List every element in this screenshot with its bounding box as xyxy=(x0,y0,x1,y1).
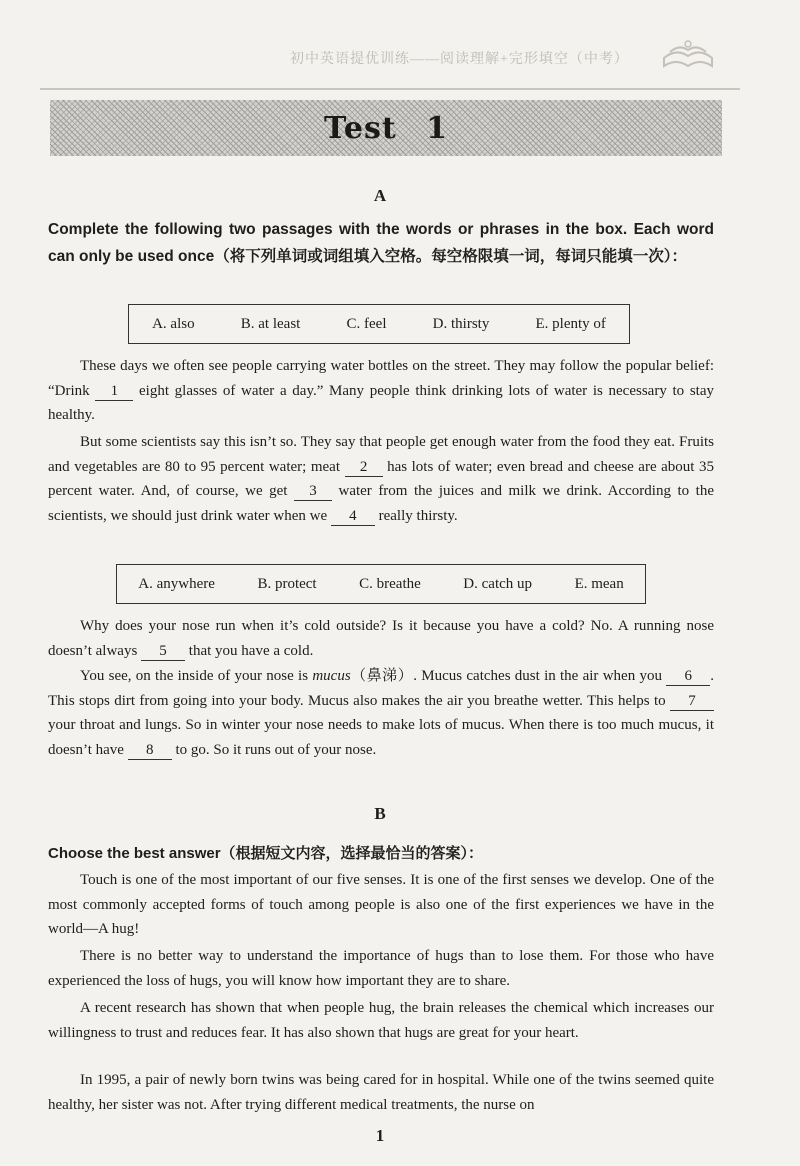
section-b-heading: B xyxy=(374,804,386,823)
answer-blank-6: 6 xyxy=(666,668,710,686)
text-segment: that you have a cold. xyxy=(185,642,314,659)
text-segment: has lots of water; even bread and cheese are about 35 percent water. And, of course, we get xyxy=(48,458,715,499)
section-a-heading: A xyxy=(373,186,387,205)
passage1-paragraph-2 xyxy=(48,430,714,528)
answer-blank-5: 5 xyxy=(141,643,185,661)
book-logo-icon xyxy=(660,38,716,72)
section-b-paragraph-2: There is no better way to understand the importance of hugs than to lose them. For those who have experienced the loss of hugs, you will know how important they are to share. xyxy=(48,948,714,989)
text-segment: water from the juices and milk we drink. According to the scientists, we should just drink water when we xyxy=(48,483,714,524)
text-segment: These days we often see people carrying water bottles on the street. They may follow the popular belief: “Drink xyxy=(48,358,714,399)
word-box-1 xyxy=(128,304,630,344)
answer-blank-8: 8 xyxy=(128,742,172,760)
section-b-paragraph-3: A recent research has shown that when people hug, the brain releases the chemical which increases our willingness to trust and reduces fear. It has also shown that hugs are great for your heart. xyxy=(48,1000,714,1041)
answer-blank-7: 7 xyxy=(670,693,714,711)
text-segment: to go. So it runs out of your nose. xyxy=(171,741,377,758)
section-a-instruction: Complete the following two passages with the words or phrases in the box. Each word can only be used once（将下列单词或词组填入空格。每空格限填一词，每词只能填一次）： xyxy=(48,221,714,265)
passage2-paragraph-2 xyxy=(48,664,714,762)
word-option: D. catch up xyxy=(463,575,533,592)
text-segment: really thirsty. xyxy=(374,507,458,524)
title-banner xyxy=(50,100,722,156)
answer-blank-2: 2 xyxy=(345,459,383,477)
text-segment: your throat and lungs. So in winter your nose needs to make lots of mucus. When there is too much mucus, it doesn’t have xyxy=(48,717,714,758)
word-box-2 xyxy=(116,564,646,604)
text-segment: . This stops dirt from going into your body. Mucus also makes the air you breathe wetter. This helps to xyxy=(48,668,714,709)
answer-blank-3: 3 xyxy=(294,483,332,501)
running-header: 初中英语提优训练——阅读理解+完形填空（中考） xyxy=(290,52,629,67)
text-segment: You see, on the inside of your nose is xyxy=(80,668,313,684)
word-option: E. plenty of xyxy=(535,315,606,332)
word-option: B. protect xyxy=(257,575,317,592)
text-segment: eight glasses of water a day.” Many people think drinking lots of water is necessary to stay healthy. xyxy=(48,382,714,423)
mucus-term: mucus xyxy=(312,668,351,684)
word-option: A. also xyxy=(152,315,195,332)
word-option: C. breathe xyxy=(359,575,421,592)
text-segment: . Mucus catches dust in the air when you xyxy=(413,668,667,684)
mucus-gloss: （鼻涕） xyxy=(350,668,414,684)
word-option: C. feel xyxy=(346,315,387,332)
word-option: B. at least xyxy=(240,315,301,332)
text-segment: But some scientists say this isn’t so. They say that people get enough water from the food they eat. Fruits and vegetables are 80 to 95 percent water; meat xyxy=(48,434,714,475)
section-b-instruction: Choose the best answer（根据短文内容，选择最恰当的答案）： xyxy=(48,845,484,862)
section-b-paragraph-1: Touch is one of the most important of our five senses. It is one of the first senses we develop. One of the most commonly accepted forms of touch among people is also one of the first experiences we have in the world—A hug! xyxy=(48,872,714,937)
text-segment: Why does your nose run when it’s cold outside? Is it because you have a cold? No. A running nose doesn’t always xyxy=(48,618,714,659)
word-option: A. anywhere xyxy=(138,575,215,592)
word-option: E. mean xyxy=(574,575,624,592)
answer-blank-4: 4 xyxy=(331,508,375,526)
header-rule xyxy=(40,88,740,90)
answer-blank-1: 1 xyxy=(95,383,133,401)
page-title: Test 1 xyxy=(323,110,449,146)
passage2-paragraph-1 xyxy=(48,614,714,663)
passage1-paragraph-1 xyxy=(48,354,714,428)
section-b-paragraph-4: In 1995, a pair of newly born twins was being cared for in hospital. While one of the twins seemed quite healthy, her sister was not. After trying different medical treatments, the nurse on xyxy=(48,1072,714,1113)
word-option: D. thirsty xyxy=(432,315,490,332)
page-number: 1 xyxy=(375,1126,385,1145)
